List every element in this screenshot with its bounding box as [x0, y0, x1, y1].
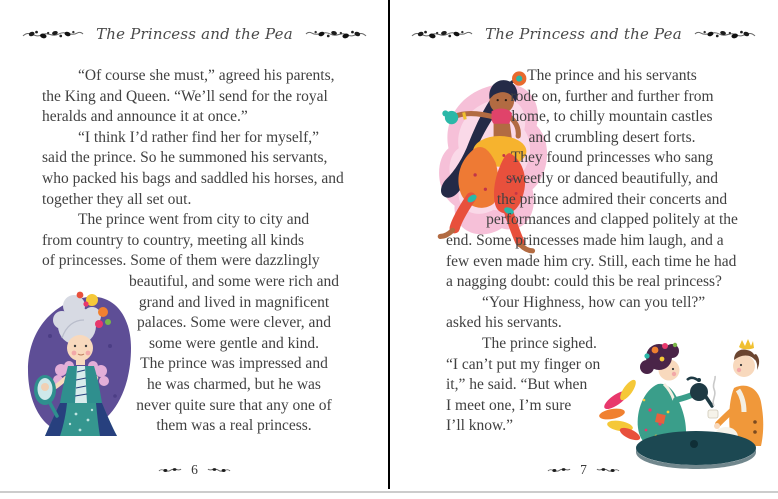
text-line: I’ll know.”	[446, 417, 514, 435]
text-line: asked his servants.	[446, 314, 562, 332]
text-line: and crumbling desert forts.	[528, 128, 696, 146]
text-line: sweetly or danced beautifully, and	[505, 169, 719, 187]
running-title: The Princess and the Pea	[485, 25, 682, 43]
text-line: grand and lived in magnificent	[138, 293, 330, 311]
text-line: the prince admired their concerts and	[496, 190, 728, 208]
text-line: a nagging doubt: could this be real princess?	[446, 273, 722, 291]
text-line: he was charmed, but he was	[147, 375, 321, 393]
page-number: 7	[580, 462, 587, 477]
tea-table	[636, 431, 756, 465]
text-line: The prince went from city to city and	[78, 211, 310, 229]
illustration-tea-party	[598, 332, 778, 477]
text-line: performances and clapped politely at the	[486, 211, 738, 229]
text-line: said the prince. So he summoned his servants,	[42, 149, 328, 167]
footer-ornament-icon	[547, 465, 571, 475]
text-line: some were gentle and kind.	[148, 334, 319, 352]
left-page-header	[0, 22, 389, 46]
text-line: them was a real princess.	[156, 417, 312, 435]
text-line: I meet one, I’m sure	[446, 396, 572, 414]
footer-ornament-icon	[207, 465, 231, 475]
page-number: 6	[191, 462, 198, 477]
text-line: of princesses. Some of them were dazzlingly	[42, 252, 320, 270]
text-line: The prince was impressed and	[140, 355, 328, 373]
text-line: together they all set out.	[42, 190, 192, 208]
illustration-princess-with-mirror	[20, 286, 140, 446]
left-page-footer	[0, 461, 389, 479]
text-line: who packed his bags and saddled his horses, and	[42, 169, 344, 187]
text-line: beautiful, and some were rich and	[128, 273, 340, 290]
text-line: it,” he said. “But when	[446, 376, 588, 394]
text-line: home, to chilly mountain castles	[511, 108, 713, 126]
floral-ornament-icon	[305, 26, 367, 42]
text-line: few even made him cry. Still, each time he had	[446, 252, 737, 270]
footer-ornament-icon	[596, 465, 620, 475]
text-line: rode on, further and further from	[510, 87, 714, 105]
autumn-leaves	[598, 378, 642, 443]
steam	[713, 376, 715, 406]
running-title: The Princess and the Pea	[96, 25, 293, 43]
floral-ornament-icon	[694, 26, 756, 42]
text-line: from country to country, meeting all kinds	[42, 231, 305, 249]
text-line: never quite sure that any one of	[136, 396, 332, 414]
page-gutter-divider	[388, 0, 390, 489]
right-page-header	[389, 22, 778, 46]
text-line: the King and Queen. “We’ll send for the royal	[42, 87, 328, 105]
text-line: heralds and announce it at once.”	[42, 108, 248, 126]
crown-icon	[739, 339, 754, 349]
text-line: The prince and his servants	[527, 67, 697, 84]
text-line: “Your Highness, how can you tell?”	[482, 293, 706, 311]
right-page-wrapped-text	[462, 66, 762, 231]
text-line: end. Some princesses made him laugh, and a	[446, 232, 724, 249]
footer-ornament-icon	[158, 465, 182, 475]
teacup	[708, 410, 718, 418]
text-line: “I can’t put my finger on	[446, 355, 601, 373]
text-line: “Of course she must,” agreed his parents,	[78, 67, 335, 84]
text-line: They found princesses who sang	[510, 149, 714, 167]
text-line: palaces. Some were clever, and	[137, 314, 331, 332]
text-line: The prince sighed.	[482, 335, 597, 352]
left-page-paragraphs	[42, 66, 364, 272]
text-line: “I think I’d rather find her for myself,”	[78, 128, 320, 146]
floral-ornament-icon	[22, 26, 84, 42]
bottom-rule	[0, 491, 778, 493]
right-page-footer	[389, 461, 778, 479]
right-page-paragraphs	[446, 231, 764, 334]
floral-ornament-icon	[411, 26, 473, 42]
